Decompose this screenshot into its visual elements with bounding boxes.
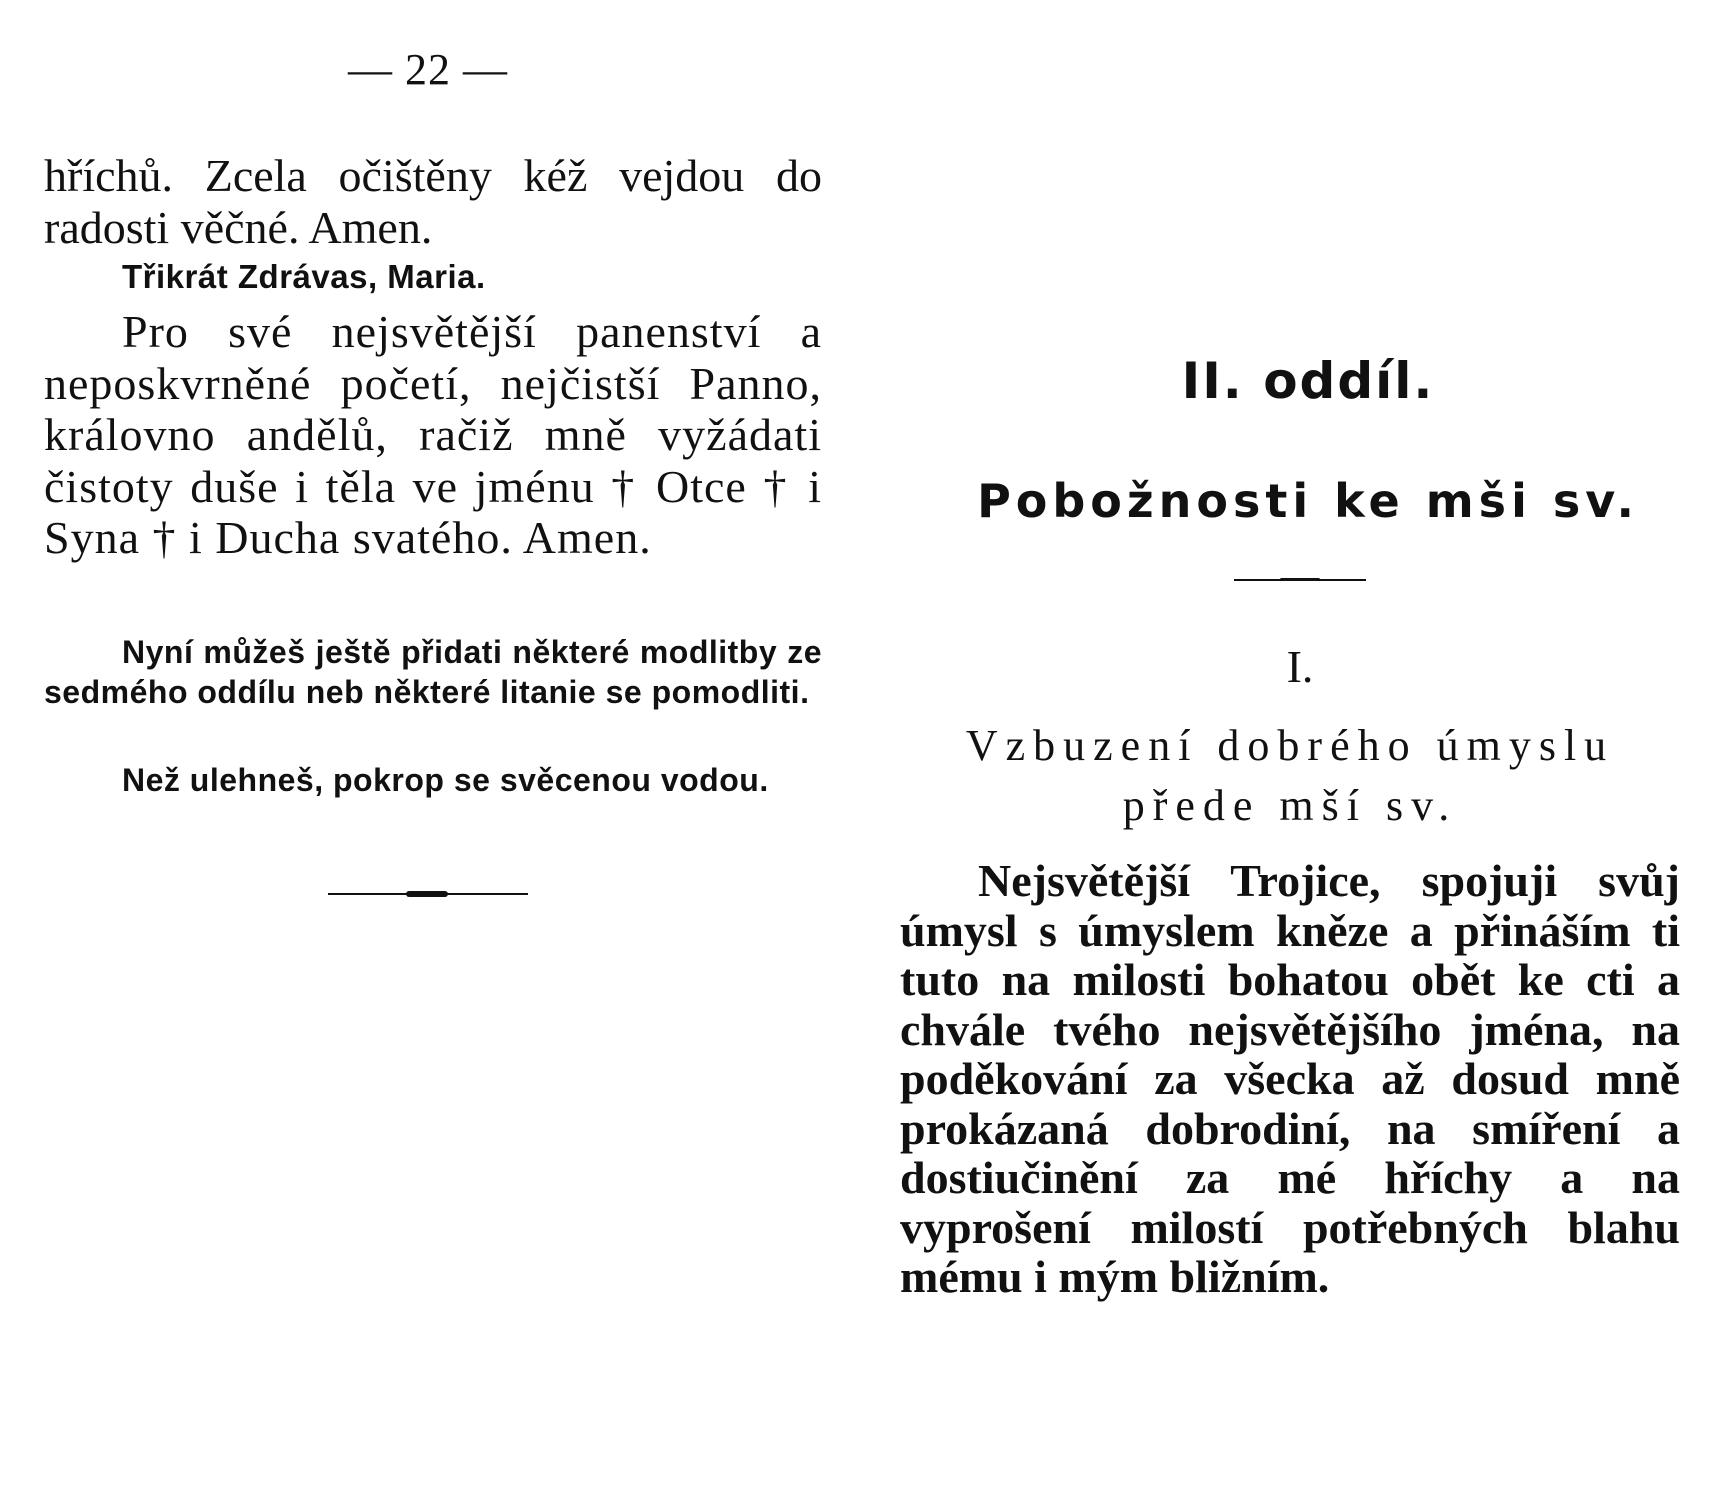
section-subtitle: Pobožnosti ke mši sv. <box>977 474 1639 528</box>
rubric-three-hail-marys: Třikrát Zdrávas, Maria. <box>122 258 486 295</box>
rubric-holy-water: Než ulehneš, pokrop se svěcenou vodou. <box>122 762 769 798</box>
chapter-title-line-1: Vzbuzení dobrého úmyslu <box>965 721 1615 770</box>
chapter-numeral: I. <box>1286 641 1314 692</box>
page-number: — 22 — <box>348 45 508 94</box>
paragraph-prayer-to-virgin: Pro své nejsvětější panenství a neposkvrněné početí, nejčistší Panno, královno andělů, račiž mně vyžádati čistoty duše i těla ve jménu † Otce † i Syna † i Ducha svatého. Amen. <box>44 306 822 563</box>
heading-divider-ornament <box>1234 574 1366 586</box>
prayer-good-intention: Nejsvětější Trojice, spojuji svůj úmysl s úmyslem kněze a přináším ti tuto na milosti bohatou obět ke cti a chvále tvého nejsvětějšího jména, na poděkování za všecka až dosud mně prokázaná dobrodiní, na smíření a dostiučinění za mé hříchy a na vyprošení milostí potřebných blahu mému i mým bližním. <box>900 855 1680 1302</box>
right-page <box>860 0 1716 1500</box>
paragraph-end-of-prayer: hříchů. Zcela očištěny kéž vejdou do radosti věčné. Amen. <box>44 150 822 253</box>
section-divider-ornament <box>328 888 528 900</box>
rubric-additional-prayers: Nyní můžeš ještě přidati některé modlitby ze sedmého oddílu neb některé litanie se pomodliti. <box>44 634 822 710</box>
section-heading: II. oddíl. <box>1181 352 1435 410</box>
chapter-title-line-2: přede mší sv. <box>1122 781 1458 830</box>
